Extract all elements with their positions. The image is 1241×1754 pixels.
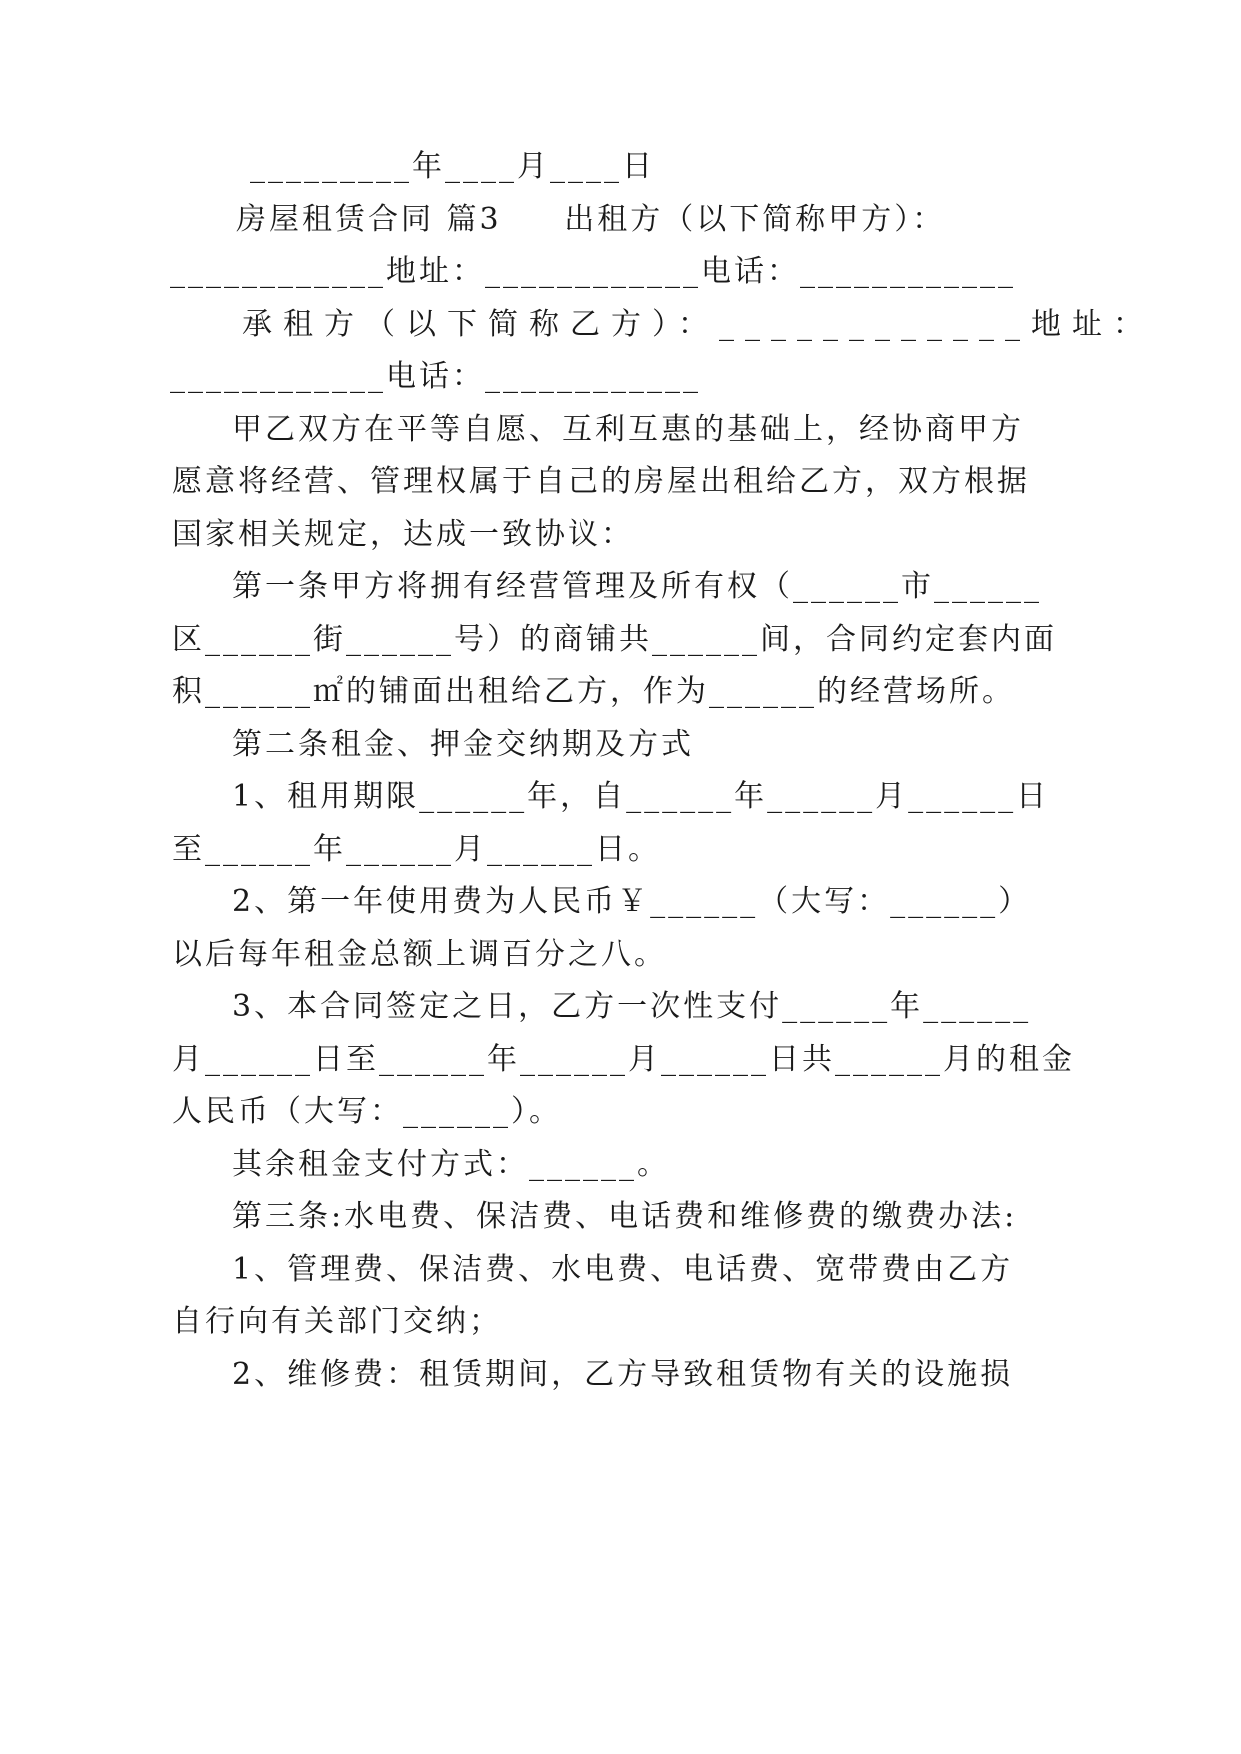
paragraph-line: 区______街______号）的商铺共______间，合同约定套内面 (172, 622, 1057, 657)
paragraph-line: 1、租用期限______年，自______年______月______日 (232, 779, 1050, 814)
paragraph-line: 以后每年租金总额上调百分之八。 (172, 937, 667, 972)
paragraph-line: 自行向有关部门交纳； (172, 1304, 502, 1339)
paragraph-line: 至______年______月______日。 (172, 832, 661, 867)
paragraph-line: 积______㎡的铺面出租给乙方，作为______的经营场所。 (172, 674, 1015, 709)
lessor-address-phone-line: ____________地址：____________电话：____________ (170, 254, 1016, 289)
paragraph-line: 3、本合同签定之日，乙方一次性支付______年______ (232, 989, 1032, 1024)
paragraph-line: 2、第一年使用费为人民币￥______（大写：______） (232, 884, 1032, 919)
date-line: _________年____月____日 (250, 149, 655, 184)
paragraph-line: 国家相关规定，达成一致协议： (172, 517, 634, 552)
lessee-line: 承租方（以下简称乙方）：____________地址： (242, 307, 1154, 342)
contract-title-line: 房屋租赁合同 篇3 出租方（以下简称甲方）： (236, 202, 946, 237)
article-three-heading: 第三条:水电费、保洁费、电话费和维修费的缴费办法: (232, 1199, 1018, 1234)
paragraph-line: 其余租金支付方式：______。 (232, 1147, 670, 1182)
paragraph-line: 2、维修费：租赁期间，乙方导致租赁物有关的设施损 (232, 1357, 1014, 1392)
paragraph-line: 月______日至______年______月______日共______月的租金 (172, 1042, 1075, 1077)
lessee-phone-line: ____________电话：____________ (170, 359, 701, 394)
article-two-heading: 第二条租金、押金交纳期及方式 (232, 727, 694, 762)
paragraph-line: 1、管理费、保洁费、水电费、电话费、宽带费由乙方 (232, 1252, 1014, 1287)
paragraph-line: 人民币（大写：______）。 (172, 1094, 562, 1129)
paragraph-line: 愿意将经营、管理权属于自己的房屋出租给乙方，双方根据 (172, 464, 1030, 499)
article-one-line: 第一条甲方将拥有经营管理及所有权（______市______ (232, 569, 1042, 604)
paragraph-line: 甲乙双方在平等自愿、互利互惠的基础上，经协商甲方 (232, 412, 1024, 447)
